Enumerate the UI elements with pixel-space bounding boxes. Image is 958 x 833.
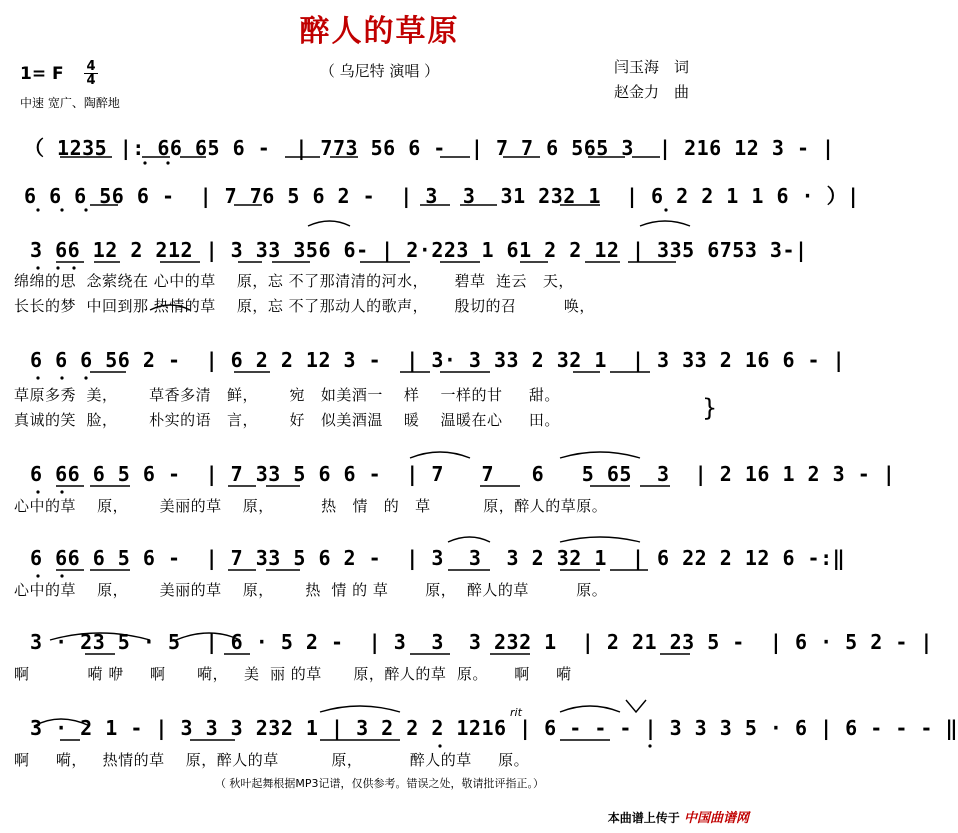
lyric-line-verse-2: 真诚的笑 脸， 朴实的语 言， 好 似美酒温 暖 温暖在心 田。 bbox=[14, 411, 560, 429]
slur bbox=[320, 706, 400, 712]
slur bbox=[560, 537, 640, 542]
notation-row-3 bbox=[0, 238, 808, 272]
source-credit bbox=[608, 807, 749, 826]
key-signature: 1= F bbox=[20, 64, 64, 84]
notation-line: （ 1235 |: 66 65 6 - | 773 56 6 - | 7 7 6 565 3 | 216 12 3 - | bbox=[24, 136, 835, 160]
site-logo[interactable]: 中国曲谱网 bbox=[683, 811, 749, 826]
notation-line: 3 · 23 5 · 5 | 6 · 5 2 - | 3 3 3 232 1 | 2 21 23 5 - | 6 · 5 2 - | bbox=[30, 630, 933, 654]
time-signature bbox=[84, 60, 98, 87]
lyric-line-verse-1: 草原多秀 美， 草香多清 鲜， 宛 如美酒一 样 一样的甘 甜。 bbox=[14, 386, 560, 404]
ritardando-mark: rit bbox=[510, 706, 522, 719]
fermata-mark bbox=[626, 700, 646, 712]
notation-line: 3 66 12 2 212 | 3 33 356 6- | 2·223 1 61 2 2 12 | 335 6753 3-| bbox=[30, 238, 808, 262]
source-label: 本曲谱上传于 bbox=[607, 811, 680, 825]
lyric-line-verse-2: 长长的梦 中回到那 热情的草 原，忘 不了那动人的歌声， 殷切的召 唤， bbox=[14, 297, 595, 315]
time-signature-top: 4 bbox=[84, 60, 98, 74]
lyricist-credit: 闫玉海 词 bbox=[614, 58, 690, 76]
notation-row-8 bbox=[0, 716, 958, 750]
lyric-line: 心中的草 原， 美丽的草 原， 热 情 的 草 原，醉人的草原。 bbox=[14, 497, 608, 515]
slur bbox=[560, 452, 640, 458]
notation-line: 6 66 6 5 6 - | 7 33 5 6 6 - | 7 7 6 5 65 3 | 2 16 1 2 3 - | bbox=[30, 462, 896, 486]
notation-row-1 bbox=[0, 132, 835, 166]
lyric-line-verse-1: 绵绵的思 念萦绕在 心中的草 原，忘 不了那清清的河水， 碧草 连云 天， bbox=[14, 272, 574, 290]
notation-row-6 bbox=[0, 546, 846, 580]
notation-line: 6 6 6 56 6 - | 7 76 5 6 2 - | 3 3 31 232 1 | 6 2 2 1 1 6 · ）| bbox=[24, 184, 860, 208]
verse-brace: } bbox=[702, 394, 718, 422]
slur bbox=[448, 537, 490, 542]
singer-credit: （ 乌尼特 演唱 ） bbox=[319, 62, 440, 80]
song-title: 醉人的草原 bbox=[299, 14, 460, 49]
notation-row-7 bbox=[0, 630, 933, 664]
slur bbox=[410, 452, 470, 458]
slur bbox=[308, 221, 350, 226]
notation-line: 6 66 6 5 6 - | 7 33 5 6 2 - | 3 3 3 2 32 1 | 6 22 2 12 6 -:‖ bbox=[30, 546, 846, 570]
notation-row-4 bbox=[0, 348, 846, 382]
tempo-marking: 中速 宽广、陶醉地 bbox=[20, 96, 120, 110]
time-signature-bottom: 4 bbox=[86, 73, 96, 88]
lyric-line: 啊 嗬， 热情的草 原，醉人的草 原， 醉人的草 原。 bbox=[14, 751, 530, 769]
lyric-line: 心中的草 原， 美丽的草 原， 热 情 的 草 原， 醉人的草 原。 bbox=[14, 581, 608, 599]
notation-row-2 bbox=[0, 180, 860, 214]
composer-credit: 赵金力 曲 bbox=[614, 83, 690, 101]
transcription-note: （ 秋叶起舞根据MP3记谱，仅供参考。错误之处，敬请批评指正。） bbox=[214, 777, 545, 790]
slur bbox=[560, 706, 620, 712]
slur bbox=[640, 221, 690, 226]
notation-row-5 bbox=[0, 462, 896, 496]
notation-line: 6 6 6 56 2 - | 6 2 2 12 3 - | 3· 3 33 2 32 1 | 3 33 2 16 6 - | bbox=[30, 348, 846, 372]
notation-line: 3 · 2 1 - | 3 3 3 232 1 | 3 2 2 2 1216 | 6 - - - | 3 3 3 5 · 6 | 6 - - - ‖ bbox=[30, 716, 958, 740]
lyric-line: 啊 嗬 咿 啊 嗬， 美 丽 的草 原，醉人的草 原。 啊 嗬 bbox=[14, 665, 572, 683]
